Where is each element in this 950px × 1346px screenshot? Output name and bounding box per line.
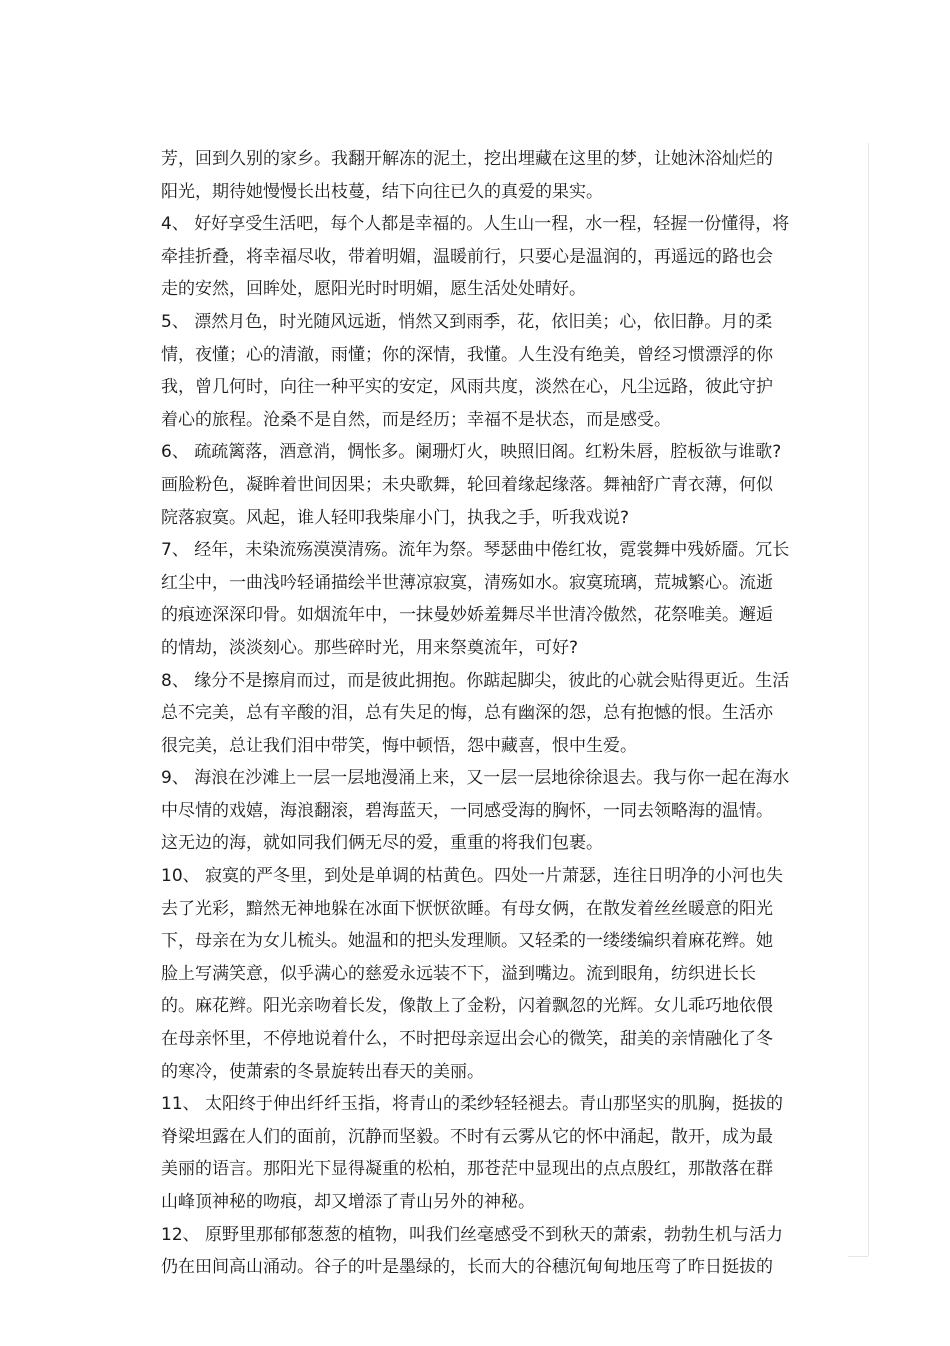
text-line: 9、 海浪在沙滩上一层一层地漫涌上来，又一层一层地徐徐退去。我与你一起在海水 — [161, 768, 790, 789]
text-line: 4、 好好享受生活吧，每个人都是幸福的。人生山一程，水一程，轻握一份懂得，将 — [161, 214, 790, 235]
paragraph — [161, 534, 831, 664]
text-line: 院落寂寞。风起，谁人轻叩我柴扉小门，执我之手，听我戏说? — [161, 507, 630, 528]
document-body — [161, 143, 831, 1284]
text-line: 着心的旅程。沧桑不是自然，而是经历；幸福不是状态，而是感受。 — [161, 409, 671, 430]
text-line: 的。麻花辫。阳光亲吻着长发，像散上了金粉，闪着飘忽的光辉。女儿乖巧地依偎 — [161, 996, 773, 1017]
page-border-right — [868, 143, 869, 1256]
text-line: 下，母亲在为女儿梳头。她温和的把头发理顺。又轻柔的一缕缕编织着麻花辫。她 — [161, 931, 773, 952]
text-line: 在母亲怀里，不停地说着什么，不时把母亲逗出会心的微笑，甜美的亲情融化了冬 — [161, 1029, 773, 1050]
page-corner-mark — [848, 1256, 868, 1257]
text-line: 的痕迹深深印骨。如烟流年中，一抹曼妙娇羞舞尽半世清冷傲然，花祭唯美。邂逅 — [161, 605, 773, 626]
text-line: 仍在田间高山涌动。谷子的叶是墨绿的，长而大的谷穗沉甸甸地压弯了昨日挺拔的 — [161, 1257, 773, 1278]
text-line: 5、 漂然月色，时光随风远逝，悄然又到雨季，花，依旧美；心，依旧静。月的柔 — [161, 311, 773, 332]
text-line: 7、 经年，未染流殇漠漠清殇。流年为祭。琴瑟曲中倦红妆，霓裳舞中残娇靥。冗长 — [161, 540, 790, 561]
text-line: 情，夜懂；心的清澈，雨懂；你的深情，我懂。人生没有绝美，曾经习惯漂浮的你 — [161, 344, 773, 365]
paragraph — [161, 1088, 831, 1218]
text-line: 画脸粉色，凝眸着世间因果；未央歌舞，轮回着缘起缘落。舞袖舒广青衣薄，何似 — [161, 474, 773, 495]
paragraph — [161, 860, 831, 1088]
text-line: 去了光彩，黯然无神地躲在冰面下恹恹欲睡。有母女俩，在散发着丝丝暖意的阳光 — [161, 898, 773, 919]
text-line: 脸上写满笑意，似乎满心的慈爱永远装不下，溢到嘴边。流到眼角，纺织进长长 — [161, 963, 756, 984]
text-line: 10、 寂寞的严冬里，到处是单调的枯黄色。四处一片萧瑟，连往日明净的小河也失 — [161, 866, 784, 887]
text-line: 很完美，总让我们泪中带笑，悔中顿悟，怨中藏喜，恨中生爱。 — [161, 735, 637, 756]
paragraph — [161, 1219, 831, 1284]
text-line: 11、 太阳终于伸出纤纤玉指，将青山的柔纱轻轻褪去。青山那坚实的肌胸，挺拔的 — [161, 1094, 784, 1115]
text-line: 脊梁坦露在人们的面前，沉静而坚毅。不时有云雾从它的怀中涌起，散开，成为最 — [161, 1126, 773, 1147]
paragraph — [161, 306, 831, 436]
paragraph — [161, 436, 831, 534]
paragraph — [161, 208, 831, 306]
text-line: 中尽情的戏嬉，海浪翻滚，碧海蓝天，一同感受海的胸怀，一同去领略海的温情。 — [161, 800, 773, 821]
text-line: 12、 原野里那郁郁葱葱的植物，叫我们丝毫感受不到秋天的萧索，勃勃生机与活力 — [161, 1224, 784, 1245]
text-line: 这无边的海，就如同我们俩无尽的爱，重重的将我们包裹。 — [161, 833, 603, 854]
text-line: 阳光，期待她慢慢长出枝蔓，结下向往已久的真爱的果实。 — [161, 181, 603, 202]
text-line: 牵挂折叠，将幸福尽收，带着明媚，温暖前行，只要心是温润的，再遥远的路也会 — [161, 246, 773, 267]
paragraph — [161, 143, 831, 208]
text-line: 我，曾几何时，向往一种平实的安定，风雨共度，淡然在心，凡尘远路，彼此守护 — [161, 377, 773, 398]
text-line: 8、 缘分不是擦肩而过，而是彼此拥抱。你踮起脚尖，彼此的心就会贴得更近。生活 — [161, 670, 790, 691]
text-line: 山峰顶神秘的吻痕，却又增添了青山另外的神秘。 — [161, 1192, 535, 1212]
text-line: 总不完美，总有辛酸的泪，总有失足的悔，总有幽深的怨，总有抱憾的恨。生活亦 — [161, 703, 773, 724]
paragraph — [161, 665, 831, 763]
text-line: 美丽的语言。那阳光下显得凝重的松柏，那苍茫中显现出的点点殷红，那散落在群 — [161, 1159, 773, 1180]
paragraph — [161, 762, 831, 860]
text-line: 的情劫，淡淡刻心。那些碎时光，用来祭奠流年，可好? — [161, 637, 579, 658]
text-line: 芳，回到久别的家乡。我翻开解冻的泥土，挖出埋藏在这里的梦，让她沐浴灿烂的 — [161, 149, 773, 169]
text-line: 走的安然，回眸处，愿阳光时时明媚，愿生活处处晴好。 — [161, 279, 586, 300]
text-line: 6、 疏疏篱落，酒意消，惆怅多。阑珊灯火，映照旧阁。红粉朱唇，腔板欲与谁歌? — [161, 442, 782, 463]
text-line: 红尘中，一曲浅吟轻诵描绘半世薄凉寂寞，清殇如水。寂寞琉璃，荒城繁心。流逝 — [161, 572, 773, 593]
text-line: 的寒冷，使萧索的冬景旋转出春天的美丽。 — [161, 1061, 484, 1082]
